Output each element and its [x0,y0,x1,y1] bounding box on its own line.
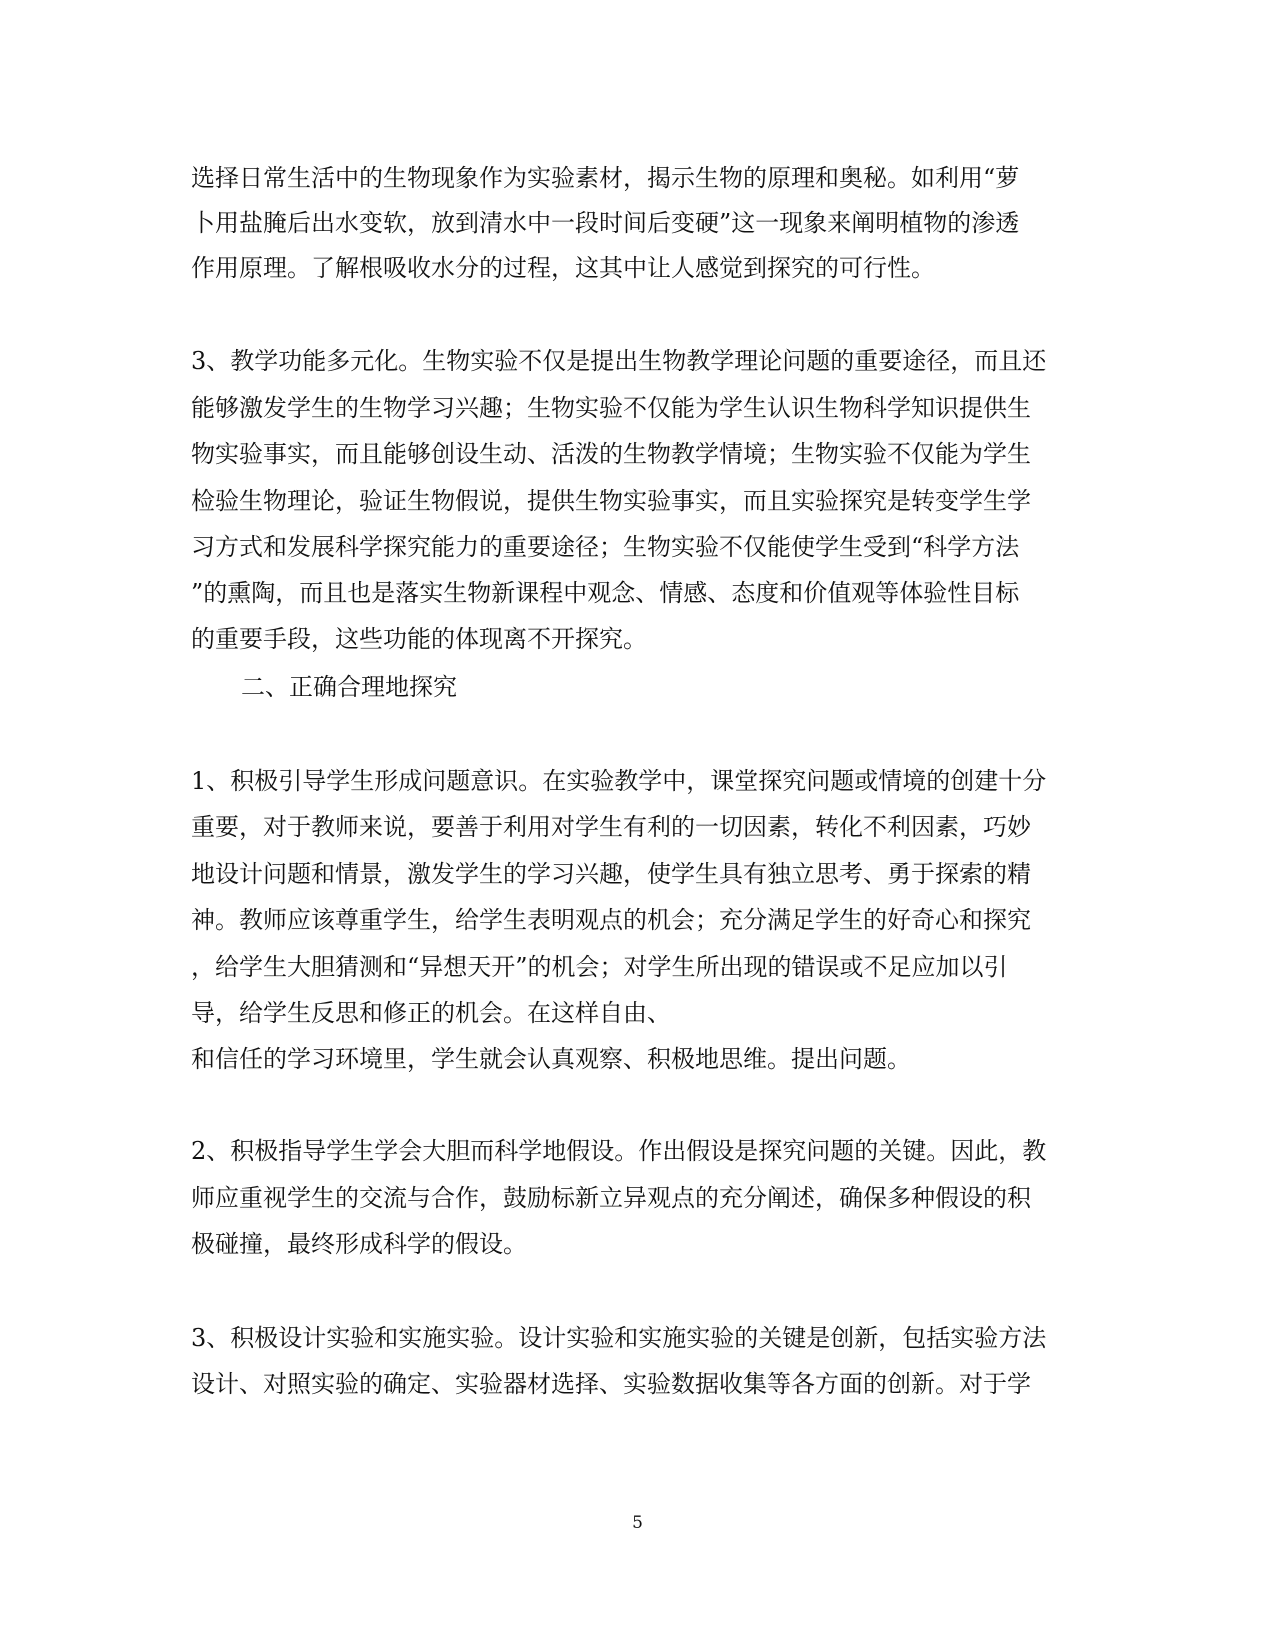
paragraph-5-line-2: 设计、对照实验的确定、实验器材选择、实验数据收集等各方面的创新。对于学 [191,1370,1031,1398]
paragraph-1-line-1: 选择日常生活中的生物现象作为实验素材，揭示生物的原理和奥秘。如利用“萝 [191,164,1020,192]
paragraph-3-line-6: 导，给学生反思和修正的机会。在这样自由、 [191,999,671,1027]
paragraph-1-line-2: 卜用盐腌后出水变软，放到清水中一段时间后变硬”这一现象来阐明植物的渗透 [191,209,1020,237]
paragraph-3-line-5: ，给学生大胆猜测和“异想天开”的机会；对学生所出现的错误或不足应加以引 [191,953,1008,981]
paragraph-5-line-1: 3、积极设计实验和实施实验。设计实验和实施实验的关键是创新，包括实验方法 [191,1324,1047,1352]
paragraph-2-line-3: 物实验事实，而且能够创设生动、活泼的生物教学情境；生物实验不仅能为学生 [191,440,1031,468]
paragraph-3-line-3: 地设计问题和情景，激发学生的学习兴趣，使学生具有独立思考、勇于探索的精 [191,860,1031,888]
paragraph-3-line-7: 和信任的学习环境里，学生就会认真观察、积极地思维。提出问题。 [191,1045,911,1073]
paragraph-2-line-5: 习方式和发展科学探究能力的重要途径；生物实验不仅能使学生受到“科学方法 [191,533,1020,561]
section-heading: 二、正确合理地探究 [241,673,457,701]
paragraph-1-line-3: 作用原理。了解根吸收水分的过程，这其中让人感觉到探究的可行性。 [191,254,935,282]
paragraph-4-line-1: 2、积极指导学生学会大胆而科学地假设。作出假设是探究问题的关键。因此，教 [191,1137,1047,1165]
page-number: 5 [632,1513,643,1533]
paragraph-4-line-3: 极碰撞，最终形成科学的假设。 [191,1230,527,1258]
paragraph-3-line-4: 神。教师应该尊重学生，给学生表明观点的机会；充分满足学生的好奇心和探究 [191,906,1031,934]
paragraph-2-line-2: 能够激发学生的生物学习兴趣；生物实验不仅能为学生认识生物科学知识提供生 [191,394,1031,422]
paragraph-2-line-7: 的重要手段，这些功能的体现离不开探究。 [191,625,647,653]
paragraph-3-line-2: 重要，对于教师来说，要善于利用对学生有利的一切因素，转化不利因素，巧妙 [191,813,1031,841]
paragraph-4-line-2: 师应重视学生的交流与合作，鼓励标新立异观点的充分阐述，确保多种假设的积 [191,1184,1031,1212]
paragraph-2-line-1: 3、教学功能多元化。生物实验不仅是提出生物教学理论问题的重要途径，而且还 [191,347,1047,375]
paragraph-3-line-1: 1、积极引导学生形成问题意识。在实验教学中，课堂探究问题或情境的创建十分 [191,767,1047,795]
paragraph-2-line-6: ”的熏陶，而且也是落实生物新课程中观念、情感、态度和价值观等体验性目标 [191,579,1020,607]
paragraph-2-line-4: 检验生物理论，验证生物假说，提供生物实验事实，而且实验探究是转变学生学 [191,487,1031,515]
